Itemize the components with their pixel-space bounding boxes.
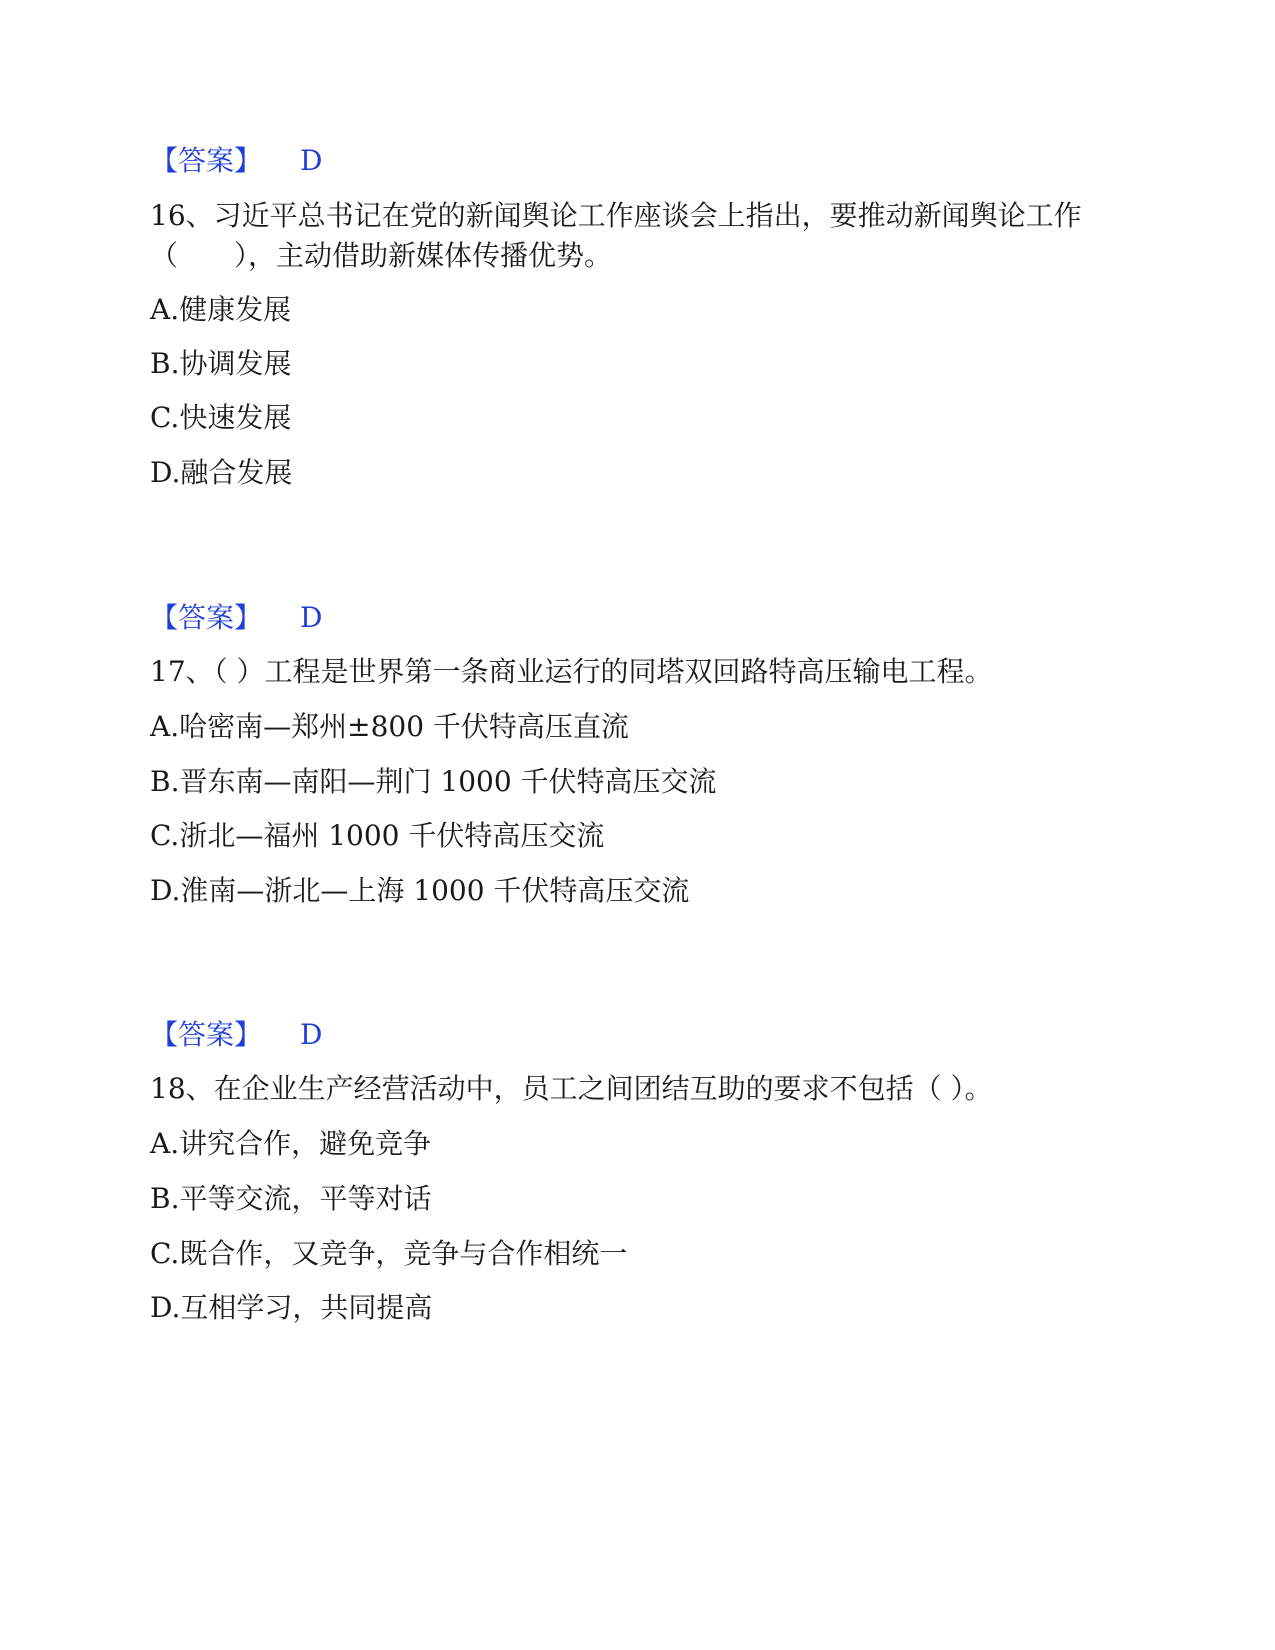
answer-line-16 (150, 600, 323, 636)
question-17-option-c: C.浙北—福州 1000 千伏特高压交流 (150, 819, 605, 852)
question-16-option-a: A.健康发展 (150, 293, 292, 326)
question-17-option-d: D.淮南—浙北—上海 1000 千伏特高压交流 (150, 874, 690, 907)
question-16-option-d: D.融合发展 (150, 456, 293, 489)
question-16-text-cont: （ ），主动借助新媒体传播优势。 (150, 239, 613, 272)
question-17-text: 17、（ ）工程是世界第一条商业运行的同塔双回路特高压输电工程。 (150, 655, 993, 688)
question-16-option-b: B.协调发展 (150, 347, 292, 380)
answer-label: 【答案】 (150, 1018, 263, 1051)
question-16-text: 16、习近平总书记在党的新闻舆论工作座谈会上指出，要推动新闻舆论工作 (150, 199, 1082, 232)
question-16-option-c: C.快速发展 (150, 401, 292, 434)
question-18-option-c: C.既合作，又竞争，竞争与合作相统一 (150, 1237, 628, 1270)
answer-line-15 (150, 143, 323, 179)
question-17-option-a: A.哈密南—郑州±800 千伏特高压直流 (150, 710, 629, 743)
question-18-option-a: A.讲究合作，避免竞争 (150, 1127, 432, 1160)
question-18-text: 18、在企业生产经营活动中，员工之间团结互助的要求不包括（ ）。 (150, 1072, 993, 1105)
answer-label: 【答案】 (150, 144, 263, 177)
answer-line-17 (150, 1017, 323, 1053)
question-18-option-d: D.互相学习，共同提高 (150, 1291, 433, 1324)
answer-value: D (300, 144, 323, 177)
answer-label: 【答案】 (150, 601, 263, 634)
question-18-option-b: B.平等交流，平等对话 (150, 1182, 432, 1215)
answer-value: D (300, 601, 323, 634)
answer-value: D (300, 1018, 323, 1051)
question-17-option-b: B.晋东南—南阳—荆门 1000 千伏特高压交流 (150, 765, 717, 798)
